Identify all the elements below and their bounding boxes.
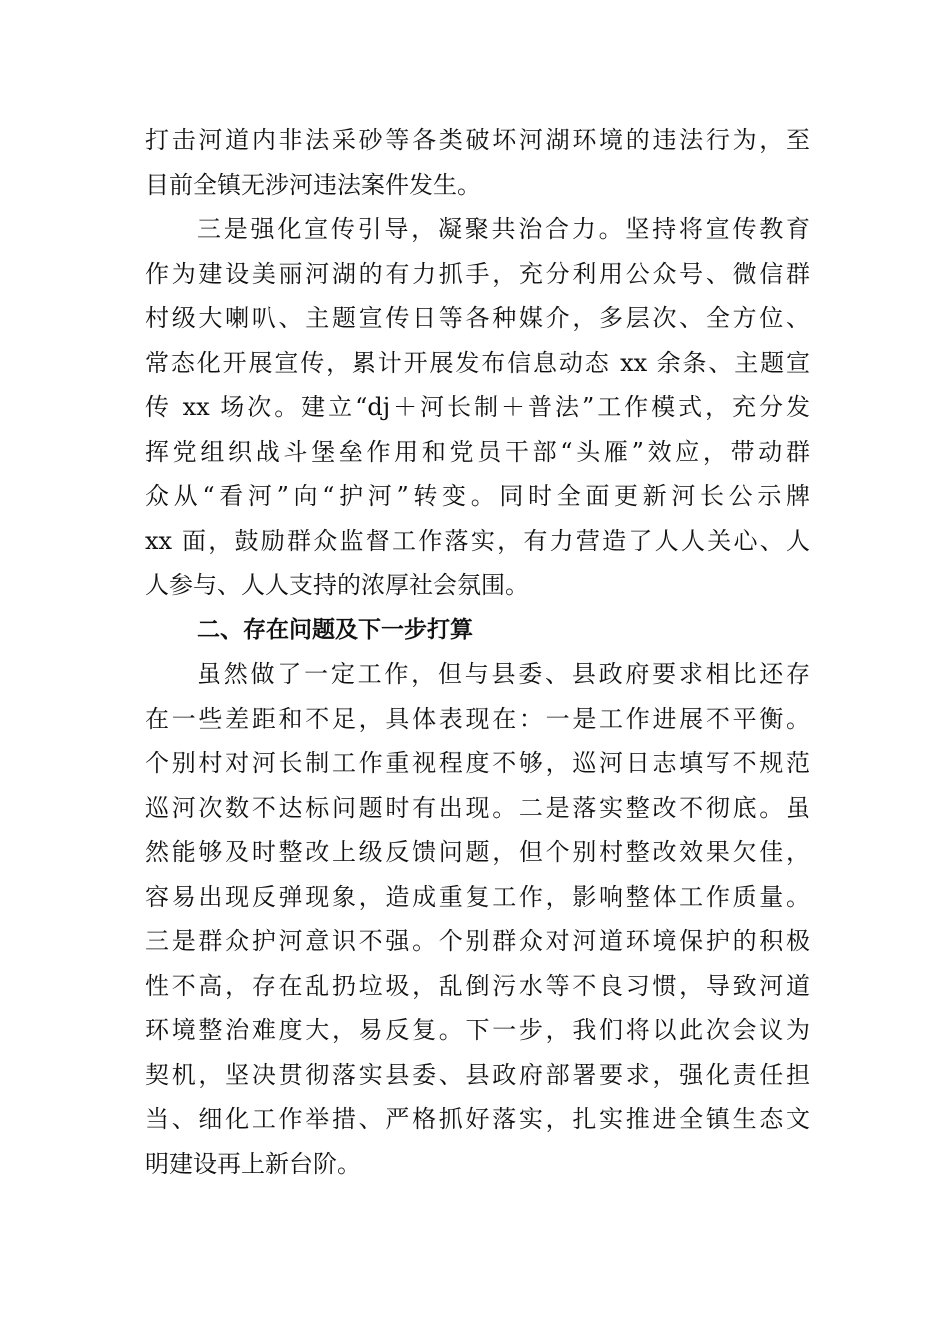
text-line: 众从“看河”向“护河”转变。同时全面更新河长公示牌 xyxy=(145,482,810,510)
document-body xyxy=(145,118,810,1186)
text-line: 村级大喇叭、主题宣传日等各种媒介，多层次、全方位、 xyxy=(145,304,810,332)
text-line: 个别村对河长制工作重视程度不够，巡河日志填写不规范 xyxy=(145,749,810,777)
text-line: 作为建设美丽河湖的有力抓手，充分利用公众号、微信群 xyxy=(145,259,810,288)
text-line: 传 xx 场次。建立“dj＋河长制＋普法”工作模式，充分发 xyxy=(145,393,810,421)
text-line: 容易出现反弹现象，造成重复工作，影响整体工作质量。 xyxy=(145,882,810,911)
text-line: 虽然做了一定工作，但与县委、县政府要求相比还存 xyxy=(197,660,810,688)
text-line: 目前全镇无涉河违法案件发生。 xyxy=(145,170,481,199)
text-line: 打击河道内非法采砂等各类破坏河湖环境的违法行为，至 xyxy=(145,126,810,154)
text-line: 契机，坚决贯彻落实县委、县政府部署要求，强化责任担 xyxy=(145,1060,810,1089)
text-line: 人参与、人人支持的浓厚社会氛围。 xyxy=(145,571,529,599)
text-line: xx 面，鼓励群众监督工作落实，有力营造了人人关心、人 xyxy=(145,526,810,555)
text-line: 挥党组织战斗堡垒作用和党员干部“头雁”效应，带动群 xyxy=(145,437,810,466)
text-line: 环境整治难度大，易反复。下一步，我们将以此次会议为 xyxy=(145,1016,810,1044)
text-line: 性不高，存在乱扔垃圾，乱倒污水等不良习惯，导致河道 xyxy=(145,971,810,1000)
text-line: 三是强化宣传引导，凝聚共治合力。坚持将宣传教育 xyxy=(197,215,810,243)
section-heading: 二、存在问题及下一步打算 xyxy=(197,616,473,643)
text-line: 当、细化工作举措、严格抓好落实，扎实推进全镇生态文 xyxy=(145,1105,810,1133)
text-line: 巡河次数不达标问题时有出现。二是落实整改不彻底。虽 xyxy=(145,793,810,822)
text-line: 三是群众护河意识不强。个别群众对河道环境保护的积极 xyxy=(145,927,810,955)
text-line: 然能够及时整改上级反馈问题，但个别村整改效果欠佳， xyxy=(145,838,810,866)
text-line: 明建设再上新台阶。 xyxy=(145,1149,361,1178)
text-line: 常态化开展宣传，累计开展发布信息动态 xx 余条、主题宣 xyxy=(145,348,810,377)
text-line: 在一些差距和不足，具体表现在：一是工作进展不平衡。 xyxy=(145,704,810,733)
